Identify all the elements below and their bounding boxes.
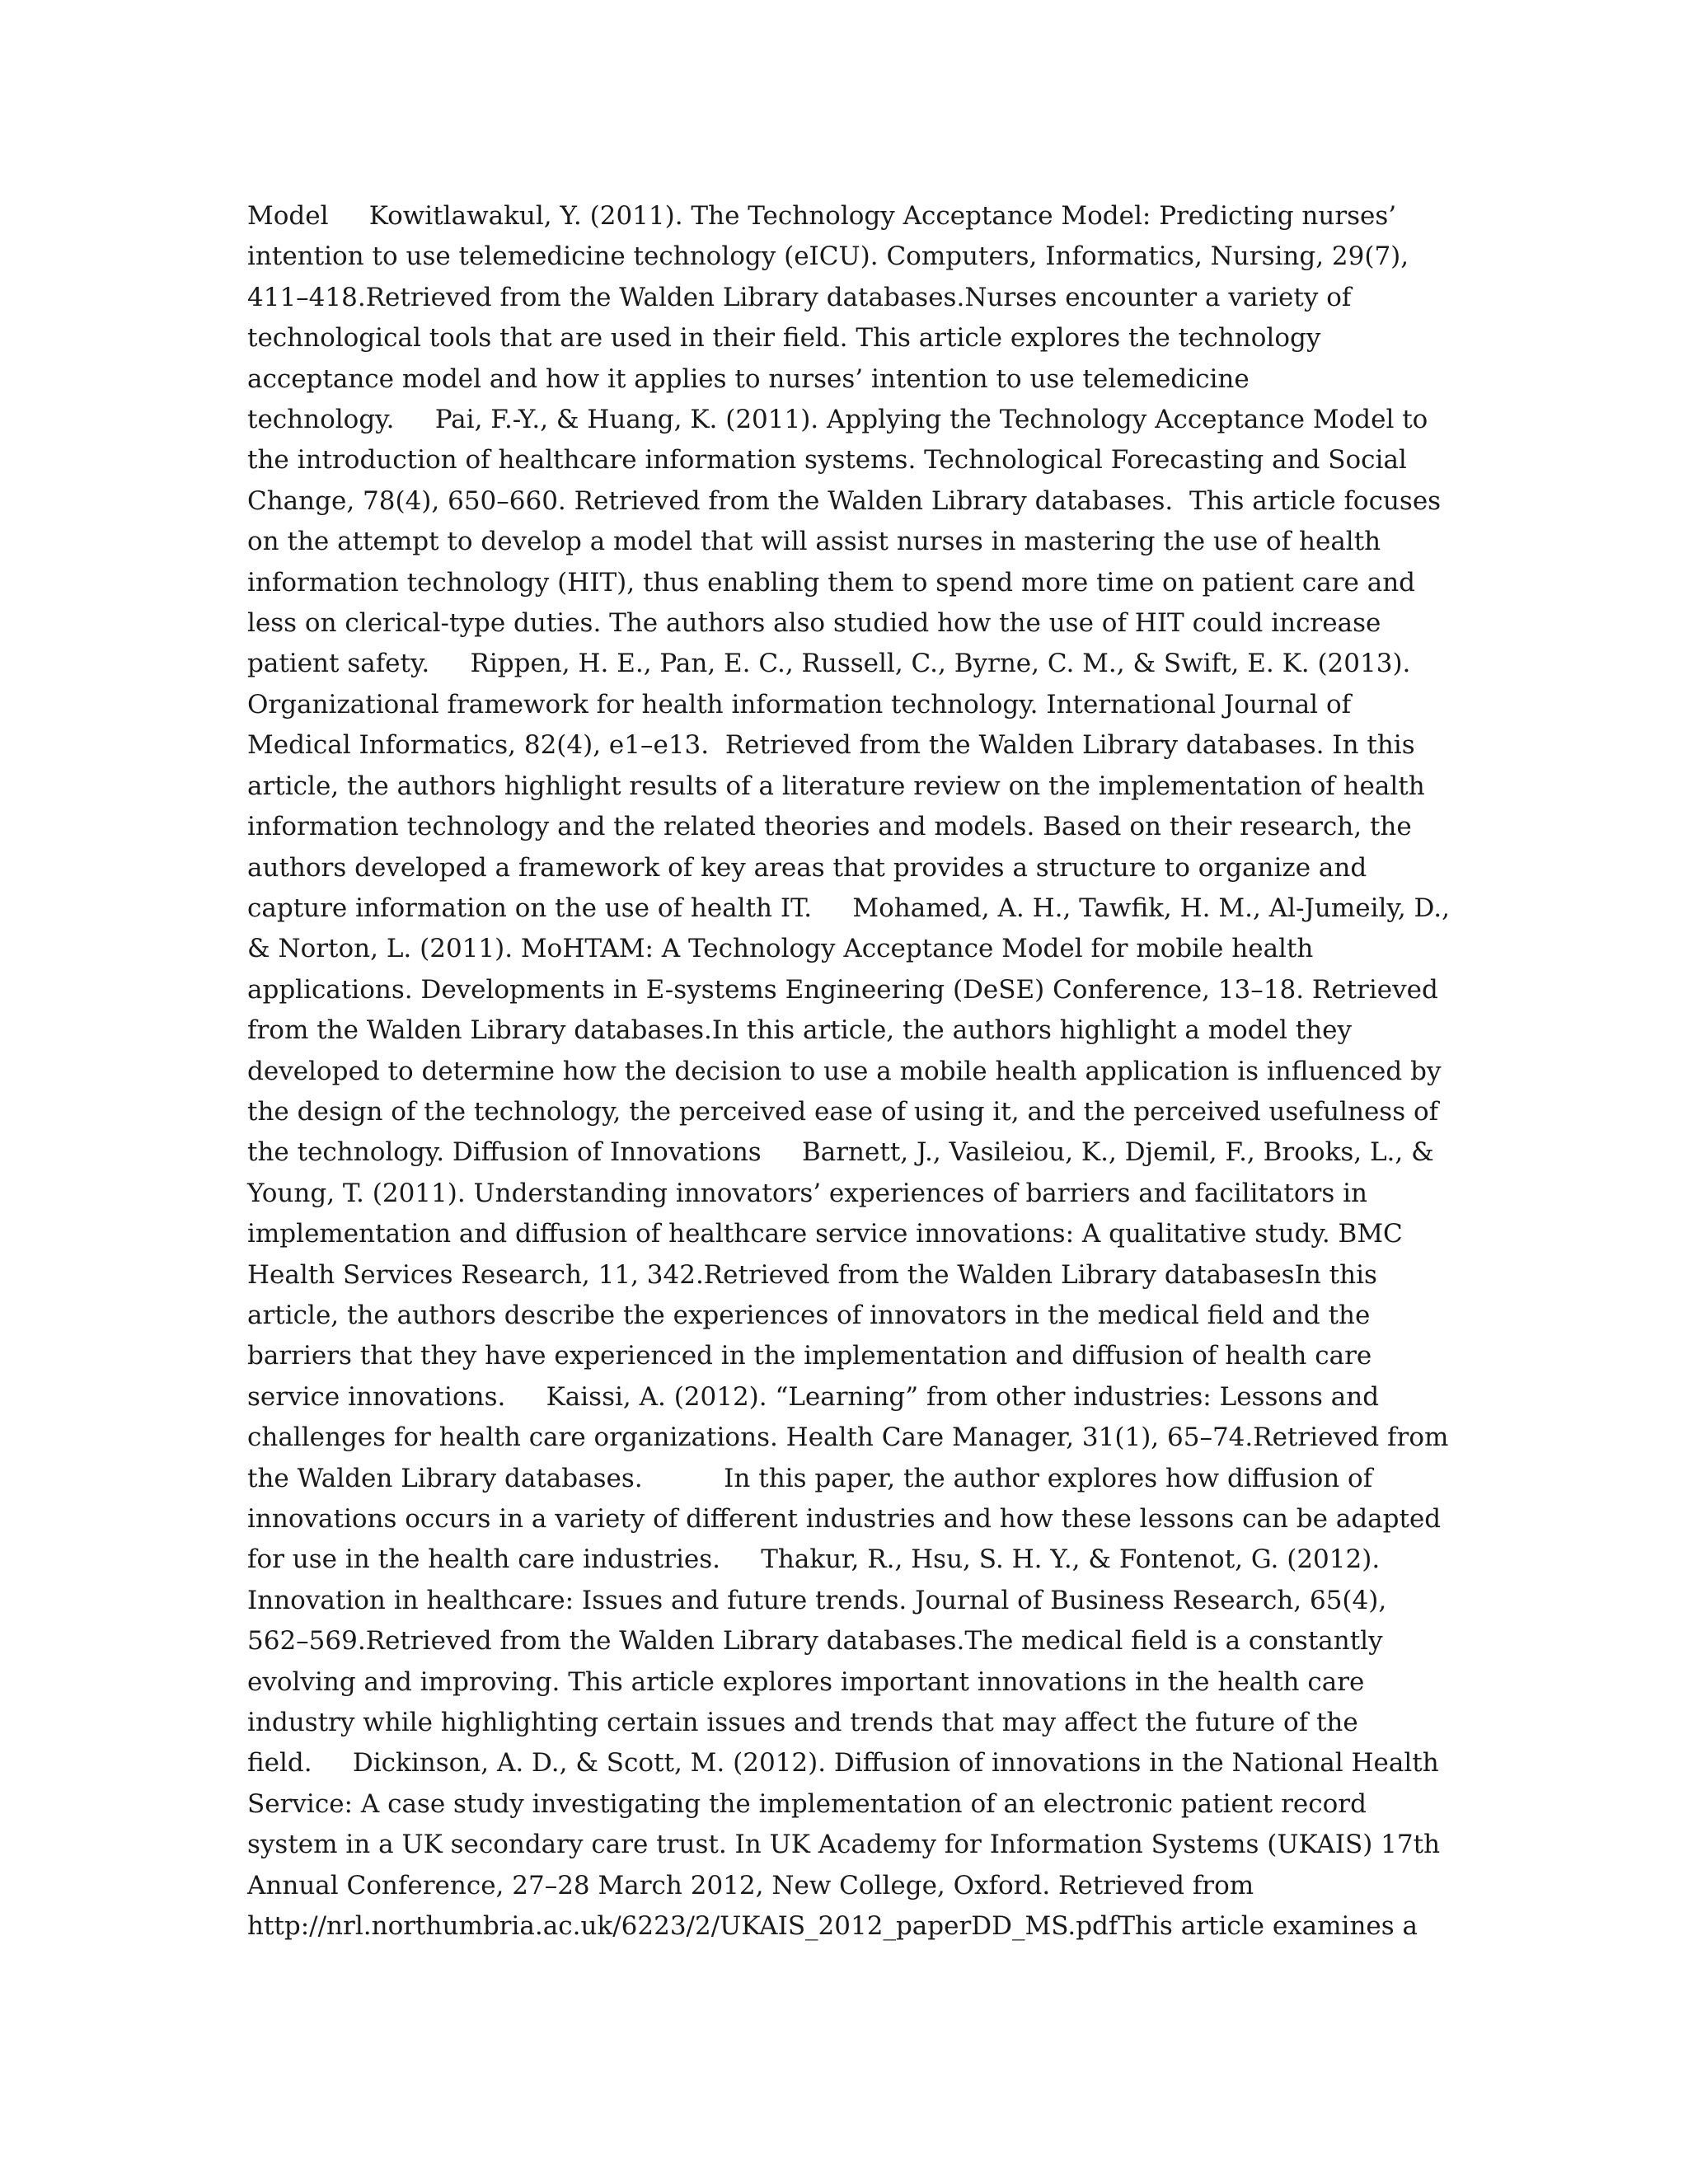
text-line: acceptance model and how it applies to nurses’ intention to use telemedicine: [247, 363, 1250, 394]
text-line: article, the authors highlight results of a literature review on the implementation of health: [247, 771, 1425, 801]
text-line: the introduction of healthcare information systems. Technological Forecasting and Social: [247, 445, 1407, 476]
text-line: applications. Developments in E-systems Engineering (DeSE) Conference, 13–18. Retrieved: [247, 974, 1438, 1005]
text-line: industry while highlighting certain issues and trends that may affect the future of the: [247, 1708, 1358, 1738]
reference-paragraph: [247, 196, 1451, 1947]
text-line: field. Dickinson, A. D., & Scott, M. (2012). Diffusion of innovations in the National Health: [247, 1748, 1439, 1779]
text-line: barriers that they have experienced in the implementation and diffusion of health care: [247, 1341, 1372, 1371]
text-line: the design of the technology, the perceived ease of using it, and the perceived usefulness of: [247, 1096, 1439, 1127]
text-line: on the attempt to develop a model that will assist nurses in mastering the use of health: [247, 527, 1381, 557]
text-line: article, the authors describe the experiences of innovators in the medical field and the: [247, 1300, 1371, 1330]
text-line: information technology (HIT), thus enabling them to spend more time on patient care and: [247, 567, 1416, 598]
text-line: for use in the health care industries. Thakur, R., Hsu, S. H. Y., & Fontenot, G. (2012).: [247, 1544, 1381, 1575]
text-line: evolving and improving. This article explores important innovations in the health care: [247, 1666, 1365, 1697]
text-line: Health Services Research, 11, 342.Retrieved from the Walden Library databasesIn this: [247, 1259, 1377, 1290]
text-line: Service: A case study investigating the implementation of an electronic patient record: [247, 1788, 1367, 1819]
text-line: Organizational framework for health information technology. International Journal of: [247, 689, 1352, 719]
text-line: Innovation in healthcare: Issues and future trends. Journal of Business Research, 65(4),: [247, 1585, 1387, 1615]
text-line: intention to use telemedicine technology (eICU). Computers, Informatics, Nursing, 29(7),: [247, 241, 1409, 272]
text-line: authors developed a framework of key areas that provides a structure to organize and: [247, 852, 1367, 883]
text-line: innovations occurs in a variety of different industries and how these lessons can be adapted: [247, 1504, 1442, 1534]
text-line: the Walden Library databases. In this paper, the author explores how diffusion of: [247, 1463, 1373, 1493]
text-line: developed to determine how the decision to use a mobile health application is influenced by: [247, 1056, 1442, 1086]
text-line: challenges for health care organizations. Health Care Manager, 31(1), 65–74.Retrieved from: [247, 1422, 1449, 1453]
text-line: capture information on the use of health IT. Mohamed, A. H., Tawfik, H. M., Al-Jumeily, D.,: [247, 893, 1450, 923]
text-line: 562–569.Retrieved from the Walden Library databases.The medical field is a constantly: [247, 1626, 1383, 1657]
text-line: information technology and the related theories and models. Based on their research, the: [247, 812, 1412, 842]
text-line: system in a UK secondary care trust. In UK Academy for Information Systems (UKAIS) 17th: [247, 1830, 1441, 1860]
text-line: & Norton, L. (2011). MoHTAM: A Technology Acceptance Model for mobile health: [247, 934, 1314, 964]
text-line: 411–418.Retrieved from the Walden Library databases.Nurses encounter a variety of: [247, 282, 1352, 312]
text-line: from the Walden Library databases.In this article, the authors highlight a model they: [247, 1015, 1353, 1046]
text-line: Medical Informatics, 82(4), e1–e13. Retrieved from the Walden Library databases. In this: [247, 730, 1415, 761]
text-line: less on clerical-type duties. The authors also studied how the use of HIT could increase: [247, 608, 1381, 639]
text-line: implementation and diffusion of healthcare service innovations: A qualitative study. BMC: [247, 1219, 1403, 1249]
text-line: technological tools that are used in their field. This article explores the technology: [247, 323, 1321, 354]
text-line: service innovations. Kaissi, A. (2012). “Learning” from other industries: Lessons and: [247, 1381, 1380, 1412]
text-line: Change, 78(4), 650–660. Retrieved from the Walden Library databases. This article focuses: [247, 485, 1442, 516]
text-line: Annual Conference, 27–28 March 2012, New College, Oxford. Retrieved from: [247, 1870, 1254, 1900]
text-line: patient safety. Rippen, H. E., Pan, E. C., Russell, C., Byrne, C. M., & Swift, E. K. (2013).: [247, 649, 1411, 679]
text-line: Model Kowitlawakul, Y. (2011). The Technology Acceptance Model: Predicting nurses’: [247, 201, 1397, 231]
text-line: technology. Pai, F.-Y., & Huang, K. (2011). Applying the Technology Acceptance Model to: [247, 405, 1428, 435]
text-line: Young, T. (2011). Understanding innovators’ experiences of barriers and facilitators in: [247, 1178, 1367, 1208]
text-line: the technology. Diffusion of Innovations Barnett, J., Vasileiou, K., Djemil, F., Brooks, L., &: [247, 1137, 1434, 1168]
text-line: http://nrl.northumbria.ac.uk/6223/2/UKAIS_2012_paperDD_MS.pdfThis article examines a: [247, 1911, 1418, 1942]
